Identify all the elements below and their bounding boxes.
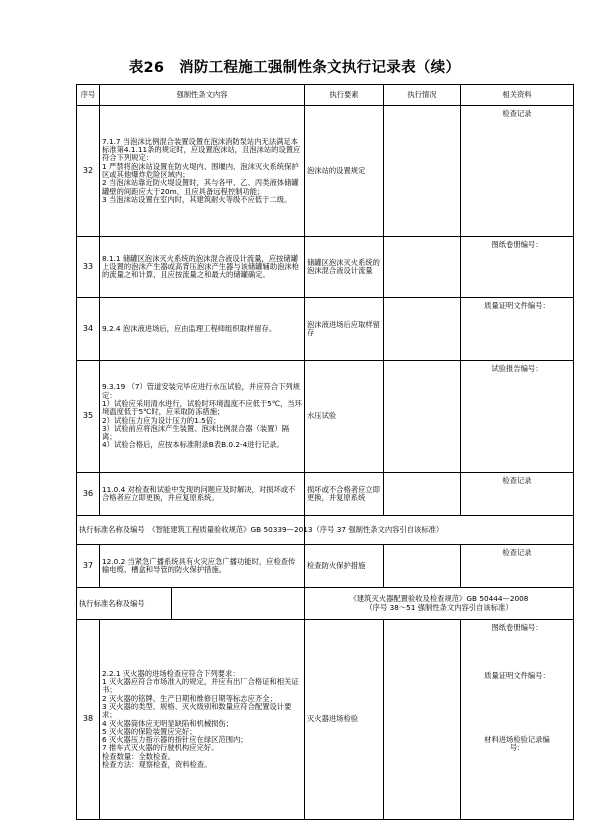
record-table bbox=[76, 84, 574, 820]
header-status: 执行情况 bbox=[384, 85, 461, 106]
row-key: 灭火器进场检验 bbox=[305, 620, 384, 820]
row-materials: 图纸卷册编号： bbox=[461, 237, 574, 298]
row-materials: 检查记录 bbox=[461, 545, 574, 588]
table-row bbox=[77, 106, 574, 237]
standard-value: 《建筑灭火器配置验收及检查规范》GB 50444—2008 （序号 38～51 强制性条文内容引自该标准） bbox=[305, 588, 574, 620]
row-clause: 11.0.4 对检查和试验中发现的问题应及时解决，对损坏或不合格者应立即更换，并应复原系统。 bbox=[100, 473, 305, 516]
row-clause: 2.2.1 灭火器的进场检查应符合下列要求： 1 灭火器应符合市场准入的规定，并应有出厂合格证和相关证书； 2 灭火器的铭牌、生产日期和维修日期等标志应齐全； 3 灭火器的类型、规格、灭火级别和数量应符合配置设计要求； 4 灭火器筒体应无明显缺陷和机械损伤； 5 灭火器的保险装置应完好； 6 灭火器压力指示器的指针应在绿区范围内； 7 推车式灭火器的行驶机构应完好。 检查数量：全数检查。 检查方法：观察检查，资料检查。 bbox=[100, 620, 305, 820]
standard-label-cell bbox=[77, 516, 444, 545]
header-materials: 相关资料 bbox=[461, 85, 574, 106]
row-key: 泡沫液进场后应取样留存 bbox=[305, 298, 384, 361]
row-clause: 12.0.2 当紧急广播系统具有火灾应急广播功能时，应检查传输电缆、槽盒和导管的防火保护措施。 bbox=[100, 545, 305, 588]
row-clause: 7.1.7 当泡沫比例混合装置设置在泡沫消防泵站内无法满足本标准第4.1.11条的规定时，应设置泡沫站，且泡沫站的设置应符合下列规定： 1 严禁将泡沫站设置在防火堤内、围堰内、泡沫灭火系统保护区或其他爆炸危险区域内； 2 当泡沫站靠近防火堤设置时，其与各甲、乙、丙类液体储罐罐壁的间距应大于20m，且应具备远程控制功能； 3 当泡沫站设置在室内时，其建筑耐火等级不应低于二级。 bbox=[100, 106, 305, 237]
row-key: 储罐区泡沫灭火系统的泡沫混合液设计流量 bbox=[305, 237, 384, 298]
row-status bbox=[384, 545, 461, 588]
row-clause: 8.1.1 储罐区泡沫灭火系统的泡沫混合液设计流量，应按储罐上设置的泡沫产生器或高背压泡沫产生器与该储罐辅助泡沫枪的流量之和计算，且应按流量之和最大的储罐确定。 bbox=[100, 237, 305, 298]
row-materials: 试验报告编号： bbox=[461, 361, 574, 473]
row-clause: 9.2.4 泡沫液进场后，应由监理工程师组织取样留存。 bbox=[100, 298, 305, 361]
standard-row bbox=[77, 588, 574, 620]
row-key: 泡沫站的设置规定 bbox=[305, 106, 384, 237]
header-key: 执行要素 bbox=[305, 85, 384, 106]
row-seq: 33 bbox=[77, 237, 100, 298]
row-seq: 34 bbox=[77, 298, 100, 361]
row-status bbox=[384, 361, 461, 473]
header-clause: 强制性条文内容 bbox=[100, 85, 305, 106]
materials-inspection-no: 材料进场检验记录编号： bbox=[484, 735, 550, 753]
row-key: 水压试验 bbox=[305, 361, 384, 473]
row-materials: 质量证明文件编号： bbox=[461, 298, 574, 361]
table-row bbox=[77, 473, 574, 516]
standard-label-cell bbox=[77, 588, 305, 620]
row-seq: 36 bbox=[77, 473, 100, 516]
row-seq: 37 bbox=[77, 545, 100, 588]
row-status bbox=[384, 106, 461, 237]
row-key: 损坏或不合格者应立即更换，并复原系统 bbox=[305, 473, 384, 516]
row-status bbox=[384, 298, 461, 361]
table-row bbox=[77, 361, 574, 473]
row-status bbox=[384, 237, 461, 298]
table-row bbox=[77, 620, 574, 820]
header-row bbox=[77, 85, 574, 106]
materials-drawing-no: 图纸卷册编号： bbox=[491, 623, 543, 632]
standard-value: 《智能建筑工程质量验收规范》GB 50339—2013（序号 37 强制性条文内容引自该标准） bbox=[151, 524, 444, 534]
row-seq: 32 bbox=[77, 106, 100, 237]
header-seq: 序号 bbox=[77, 85, 100, 106]
table-row bbox=[77, 298, 574, 361]
row-materials bbox=[461, 620, 574, 820]
table-row bbox=[77, 237, 574, 298]
row-status bbox=[384, 473, 461, 516]
materials-certificate-no: 质量证明文件编号： bbox=[484, 671, 550, 680]
row-seq: 38 bbox=[77, 620, 100, 820]
standard-label: 执行标准名称及编号 bbox=[79, 524, 145, 534]
row-materials: 检查记录 bbox=[461, 106, 574, 237]
page-title: 表26 消防工程施工强制性条文执行记录表（续） bbox=[128, 60, 461, 76]
row-key: 检查防火保护措施 bbox=[305, 545, 384, 588]
table-row bbox=[77, 545, 574, 588]
standard-label: 执行标准名称及编号 bbox=[77, 588, 172, 619]
row-seq: 35 bbox=[77, 361, 100, 473]
standard-row bbox=[77, 516, 574, 545]
row-status bbox=[384, 620, 461, 820]
row-materials: 检查记录 bbox=[461, 473, 574, 516]
row-clause: 9.3.19 （7）管道安装完毕应进行水压试验，并应符合下列规定： 1）试验应采用清水进行，试验时环境温度不应低于5℃，当环境温度低于5℃时，应采取防冻措施； 2）试验压力应为设计压力的1.5倍； 3）试验前应将泡沫产生装置、泡沫比例混合器（装置）隔离； 4）试验合格后，应按本标准附录B表B.0.2-4进行记录。 bbox=[100, 361, 305, 473]
